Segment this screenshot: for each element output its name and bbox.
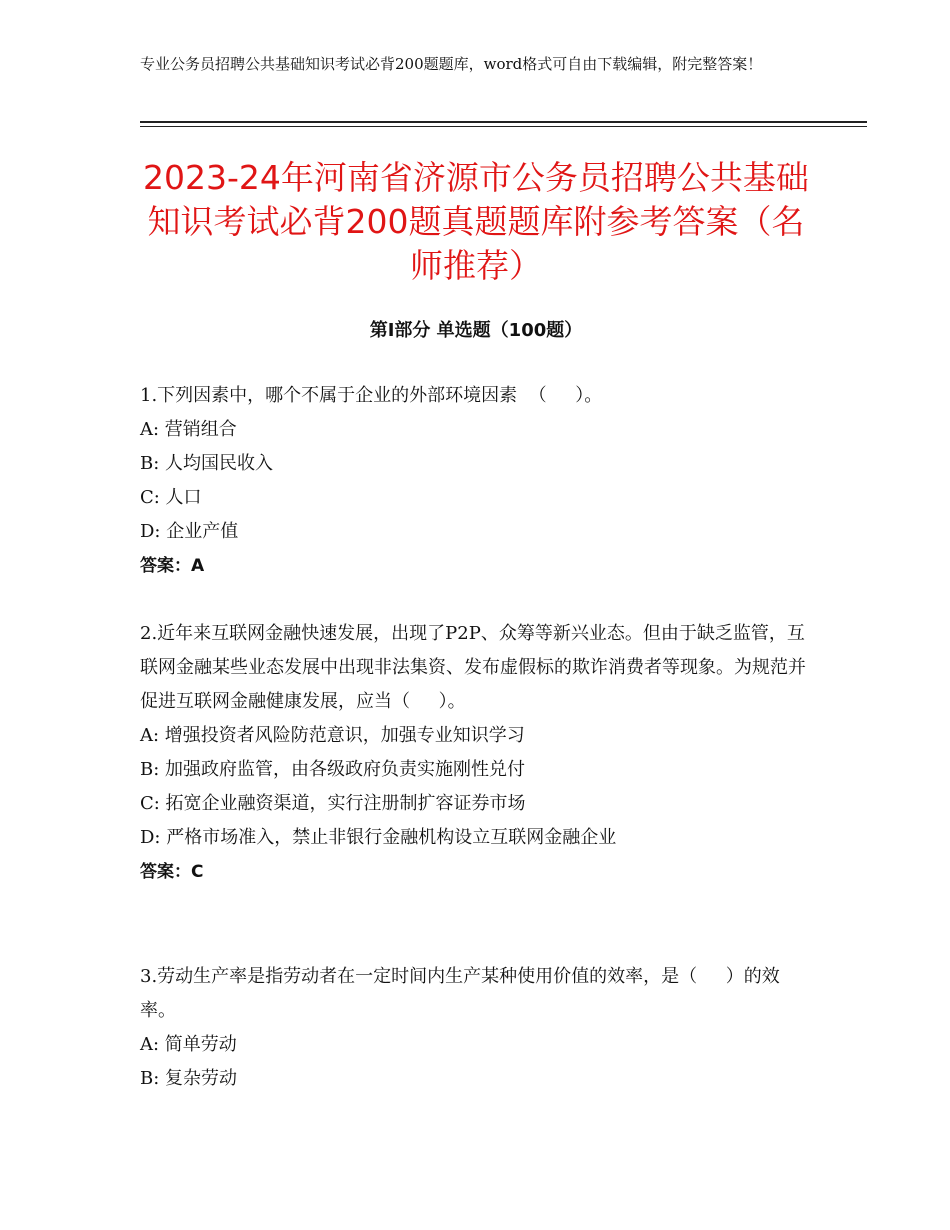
option-b: B: 复杂劳动 [140, 1068, 238, 1089]
header-note: 专业公务员招聘公共基础知识考试必背200题题库，word格式可自由下载编辑，附完整答案！ [140, 55, 763, 73]
header-divider-thick [140, 121, 867, 123]
option-b: B: 人均国民收入 [140, 453, 274, 474]
header-divider-thin [140, 126, 867, 127]
question-stem: 2.近年来互联网金融快速发展，出现了P2P、众筹等新兴业态。但由于缺乏监管，互联网金融某些业态发展中出现非法集资、发布虚假标的欺诈消费者等现象。为规范并促进互联网金融健康发展，应当（ ）。 [140, 623, 806, 712]
option-c: C: 拓宽企业融资渠道，实行注册制扩容证券市场 [140, 793, 526, 814]
option-a: A: 增强投资者风险防范意识，加强专业知识学习 [140, 725, 525, 746]
section-heading: 第Ⅰ部分 单选题（100题） [369, 320, 583, 341]
question-stem: 3.劳动生产率是指劳动者在一定时间内生产某种使用价值的效率，是（ ）的效率。 [140, 966, 780, 1021]
answer-label: 答案：C [140, 862, 204, 882]
document-title: 2023-24年河南省济源市公务员招聘公共基础知识考试必背200题真题题库附参考答案（名师推荐） [143, 158, 809, 285]
question-3 [140, 960, 812, 1096]
option-d: D: 企业产值 [140, 521, 239, 542]
question-1 [140, 379, 820, 583]
option-a: A: 营销组合 [140, 419, 237, 440]
option-c: C: 人口 [140, 487, 202, 508]
option-d: D: 严格市场准入，禁止非银行金融机构设立互联网金融企业 [140, 827, 617, 848]
option-a: A: 简单劳动 [140, 1034, 237, 1055]
question-2 [140, 617, 812, 889]
option-b: B: 加强政府监管，由各级政府负责实施刚性兑付 [140, 759, 526, 780]
question-stem: 1.下列因素中，哪个不属于企业的外部环境因素 （ ）。 [140, 385, 603, 406]
answer-label: 答案：A [140, 556, 205, 576]
